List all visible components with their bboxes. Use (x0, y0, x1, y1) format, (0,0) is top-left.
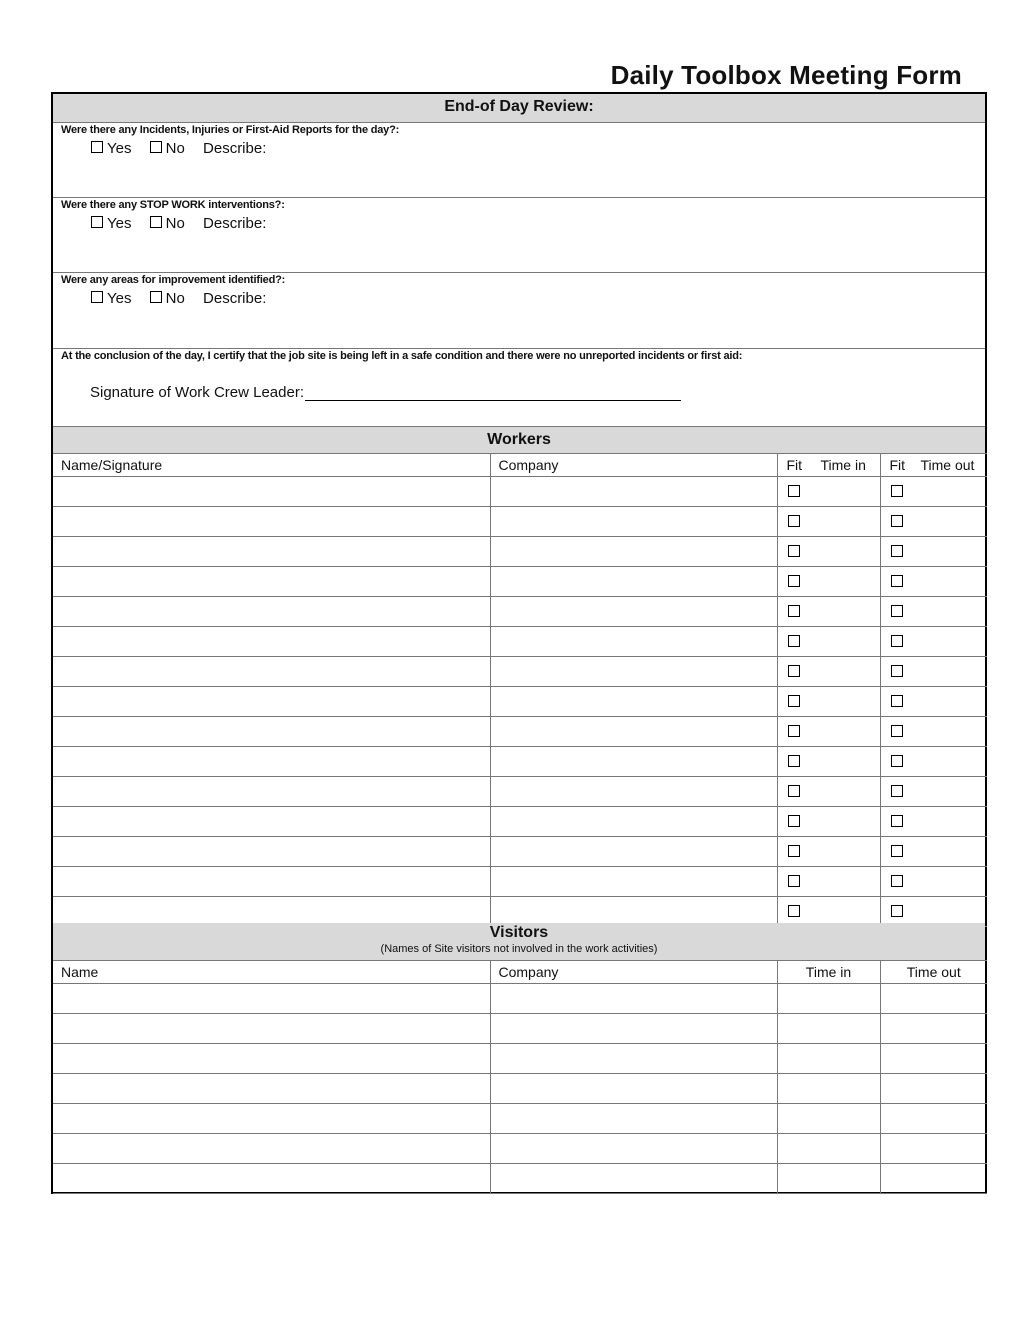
yes-option[interactable] (91, 215, 131, 232)
question-options (91, 140, 280, 157)
checkbox-icon[interactable] (891, 755, 903, 767)
company-cell[interactable] (490, 537, 777, 567)
workers-heading-band (53, 427, 985, 454)
fit-time-in-cell[interactable] (777, 627, 880, 657)
checkbox-icon[interactable] (891, 785, 903, 797)
fit-time-in-cell[interactable] (777, 597, 880, 627)
company-cell[interactable] (490, 1014, 777, 1044)
time-out-cell[interactable] (880, 984, 987, 1014)
fit-time-out-cell[interactable] (880, 777, 987, 807)
fit-out-label: Fit (889, 457, 906, 473)
question-text: Were there any STOP WORK interventions?: (61, 199, 285, 211)
review-heading: End-of Day Review: (444, 98, 594, 115)
table-row (53, 897, 987, 927)
fit-time-out-cell[interactable] (880, 717, 987, 747)
time-in-cell[interactable] (777, 1014, 880, 1044)
name-cell[interactable] (53, 1104, 490, 1134)
checkbox-icon[interactable] (788, 665, 800, 677)
fit-time-out-cell[interactable] (880, 627, 987, 657)
table-row (53, 507, 987, 537)
describe-label: Describe: (203, 290, 267, 307)
name-signature-cell[interactable] (53, 597, 490, 627)
checkbox-icon[interactable] (788, 875, 800, 887)
fit-time-in-cell[interactable] (777, 507, 880, 537)
question-options (91, 290, 280, 307)
yes-label: Yes (107, 215, 132, 232)
question-options (91, 215, 280, 232)
company-cell[interactable] (490, 1164, 777, 1194)
company-cell[interactable] (490, 507, 777, 537)
col-fit-time-out (880, 454, 987, 477)
fit-time-in-cell[interactable] (777, 837, 880, 867)
company-cell[interactable] (490, 687, 777, 717)
name-signature-cell[interactable] (53, 687, 490, 717)
table-row (53, 687, 987, 717)
checkbox-icon[interactable] (788, 485, 800, 497)
table-row (53, 657, 987, 687)
checkbox-icon[interactable] (891, 695, 903, 707)
company-cell[interactable] (490, 1104, 777, 1134)
checkbox-icon[interactable] (91, 141, 103, 153)
checkbox-icon[interactable] (891, 875, 903, 887)
table-row (53, 597, 987, 627)
toolbox-form (51, 92, 987, 1194)
workers-table (53, 453, 987, 927)
col-company: Company (490, 961, 777, 984)
name-signature-cell[interactable] (53, 747, 490, 777)
name-signature-cell[interactable] (53, 657, 490, 687)
company-cell[interactable] (490, 567, 777, 597)
time-out-cell[interactable] (880, 1134, 987, 1164)
col-name-signature: Name/Signature (53, 454, 490, 477)
fit-time-out-cell[interactable] (880, 807, 987, 837)
company-cell[interactable] (490, 777, 777, 807)
table-row (53, 807, 987, 837)
signature-label: Signature of Work Crew Leader: (90, 384, 304, 401)
company-cell[interactable] (490, 807, 777, 837)
signature-field (90, 384, 681, 401)
name-signature-cell[interactable] (53, 897, 490, 927)
checkbox-icon[interactable] (891, 485, 903, 497)
visitors-header-row (53, 961, 987, 984)
name-signature-cell[interactable] (53, 537, 490, 567)
time-in-cell[interactable] (777, 1164, 880, 1194)
name-cell[interactable] (53, 984, 490, 1014)
company-cell[interactable] (490, 597, 777, 627)
fit-time-out-cell[interactable] (880, 687, 987, 717)
table-row (53, 627, 987, 657)
fit-time-out-cell[interactable] (880, 567, 987, 597)
describe-label: Describe: (203, 215, 267, 232)
fit-time-in-cell[interactable] (777, 897, 880, 927)
checkbox-icon[interactable] (788, 605, 800, 617)
table-row (53, 1104, 987, 1134)
review-heading-band (53, 94, 985, 123)
fit-time-out-cell[interactable] (880, 897, 987, 927)
checkbox-icon[interactable] (91, 216, 103, 228)
time-in-cell[interactable] (777, 984, 880, 1014)
name-signature-cell[interactable] (53, 627, 490, 657)
fit-time-in-cell[interactable] (777, 777, 880, 807)
question-text: Were there any Incidents, Injuries or First-Aid Reports for the day?: (61, 124, 400, 136)
no-option[interactable] (150, 140, 185, 157)
checkbox-icon[interactable] (150, 216, 162, 228)
fit-time-in-cell[interactable] (777, 867, 880, 897)
visitors-heading-band (53, 923, 985, 961)
workers-heading: Workers (487, 431, 551, 448)
company-cell[interactable] (490, 717, 777, 747)
col-time-out: Time out (880, 961, 987, 984)
table-row (53, 747, 987, 777)
yes-option[interactable] (91, 140, 131, 157)
company-cell[interactable] (490, 867, 777, 897)
fit-time-out-cell[interactable] (880, 747, 987, 777)
name-cell[interactable] (53, 1044, 490, 1074)
checkbox-icon[interactable] (891, 845, 903, 857)
checkbox-icon[interactable] (788, 845, 800, 857)
fit-in-label: Fit (786, 457, 803, 473)
checkbox-icon[interactable] (891, 905, 903, 917)
company-cell[interactable] (490, 837, 777, 867)
checkbox-icon[interactable] (788, 575, 800, 587)
question-improvement (53, 272, 985, 349)
checkbox-icon[interactable] (891, 665, 903, 677)
checkbox-icon[interactable] (788, 515, 800, 527)
name-signature-cell[interactable] (53, 717, 490, 747)
name-signature-cell[interactable] (53, 477, 490, 507)
fit-time-in-cell[interactable] (777, 567, 880, 597)
checkbox-icon[interactable] (891, 575, 903, 587)
fit-time-out-cell[interactable] (880, 537, 987, 567)
checkbox-icon[interactable] (891, 635, 903, 647)
company-cell[interactable] (490, 1134, 777, 1164)
checkbox-icon[interactable] (788, 785, 800, 797)
company-cell[interactable] (490, 984, 777, 1014)
fit-time-in-cell[interactable] (777, 717, 880, 747)
company-cell[interactable] (490, 477, 777, 507)
visitors-table (53, 960, 987, 1194)
table-row (53, 1044, 987, 1074)
company-cell[interactable] (490, 1044, 777, 1074)
fit-time-in-cell[interactable] (777, 807, 880, 837)
question-text: Were any areas for improvement identified?: (61, 274, 286, 286)
checkbox-icon[interactable] (891, 605, 903, 617)
name-cell[interactable] (53, 1164, 490, 1194)
company-cell[interactable] (490, 657, 777, 687)
fit-time-out-cell[interactable] (880, 657, 987, 687)
checkbox-icon[interactable] (150, 291, 162, 303)
table-row (53, 1074, 987, 1104)
table-row (53, 867, 987, 897)
no-label: No (165, 215, 185, 232)
name-signature-cell[interactable] (53, 837, 490, 867)
certification-text: At the conclusion of the day, I certify that the job site is being left in a safe condition and there were no unreported incidents or first aid: (61, 350, 743, 362)
time-out-cell[interactable] (880, 1164, 987, 1194)
table-row (53, 537, 987, 567)
table-row (53, 984, 987, 1014)
checkbox-icon[interactable] (891, 515, 903, 527)
fit-time-out-cell[interactable] (880, 507, 987, 537)
col-name: Name (53, 961, 490, 984)
name-signature-cell[interactable] (53, 867, 490, 897)
time-in-cell[interactable] (777, 1044, 880, 1074)
checkbox-icon[interactable] (150, 141, 162, 153)
checkbox-icon[interactable] (788, 725, 800, 737)
table-row (53, 1014, 987, 1044)
name-signature-cell[interactable] (53, 777, 490, 807)
name-signature-cell[interactable] (53, 507, 490, 537)
table-row (53, 477, 987, 507)
table-row (53, 837, 987, 867)
no-option[interactable] (150, 215, 185, 232)
checkbox-icon[interactable] (788, 815, 800, 827)
company-cell[interactable] (490, 1074, 777, 1104)
checkbox-icon[interactable] (891, 815, 903, 827)
fit-time-out-cell[interactable] (880, 837, 987, 867)
fit-time-out-cell[interactable] (880, 597, 987, 627)
time-in-cell[interactable] (777, 1104, 880, 1134)
checkbox-icon[interactable] (891, 545, 903, 557)
checkbox-icon[interactable] (891, 725, 903, 737)
time-out-cell[interactable] (880, 1104, 987, 1134)
name-cell[interactable] (53, 1074, 490, 1104)
certification-section (53, 348, 985, 427)
name-signature-cell[interactable] (53, 567, 490, 597)
time-out-label: Time out (920, 457, 975, 473)
table-row (53, 1164, 987, 1194)
fit-time-in-cell[interactable] (777, 537, 880, 567)
time-in-cell[interactable] (777, 1074, 880, 1104)
visitors-heading: Visitors (489, 924, 549, 941)
name-signature-cell[interactable] (53, 807, 490, 837)
company-cell[interactable] (490, 747, 777, 777)
no-label: No (165, 290, 185, 307)
fit-time-in-cell[interactable] (777, 477, 880, 507)
fit-time-in-cell[interactable] (777, 687, 880, 717)
fit-time-out-cell[interactable] (880, 477, 987, 507)
col-fit-time-in (777, 454, 880, 477)
fit-time-in-cell[interactable] (777, 747, 880, 777)
checkbox-icon[interactable] (788, 695, 800, 707)
table-row (53, 1134, 987, 1164)
company-cell[interactable] (490, 627, 777, 657)
time-in-cell[interactable] (777, 1134, 880, 1164)
name-cell[interactable] (53, 1014, 490, 1044)
yes-option[interactable] (91, 290, 131, 307)
signature-line[interactable] (305, 386, 681, 401)
describe-label: Describe: (203, 140, 267, 157)
checkbox-icon[interactable] (788, 905, 800, 917)
fit-time-out-cell[interactable] (880, 867, 987, 897)
checkbox-icon[interactable] (788, 545, 800, 557)
table-row (53, 567, 987, 597)
form-title: Daily Toolbox Meeting Form (610, 60, 962, 90)
visitors-subheading: (Names of Site visitors not involved in the work activities) (380, 943, 658, 955)
company-cell[interactable] (490, 897, 777, 927)
checkbox-icon[interactable] (788, 635, 800, 647)
question-incidents (53, 122, 985, 198)
table-row (53, 777, 987, 807)
yes-label: Yes (107, 140, 132, 157)
col-company: Company (490, 454, 777, 477)
fit-time-in-cell[interactable] (777, 657, 880, 687)
time-out-cell[interactable] (880, 1044, 987, 1074)
no-label: No (165, 140, 185, 157)
no-option[interactable] (150, 290, 185, 307)
time-out-cell[interactable] (880, 1074, 987, 1104)
question-stop-work (53, 197, 985, 273)
checkbox-icon[interactable] (91, 291, 103, 303)
checkbox-icon[interactable] (788, 755, 800, 767)
time-in-label: Time in (820, 457, 866, 473)
time-out-cell[interactable] (880, 1014, 987, 1044)
yes-label: Yes (107, 290, 132, 307)
workers-header-row (53, 454, 987, 477)
name-cell[interactable] (53, 1134, 490, 1164)
table-row (53, 717, 987, 747)
col-time-in: Time in (777, 961, 880, 984)
